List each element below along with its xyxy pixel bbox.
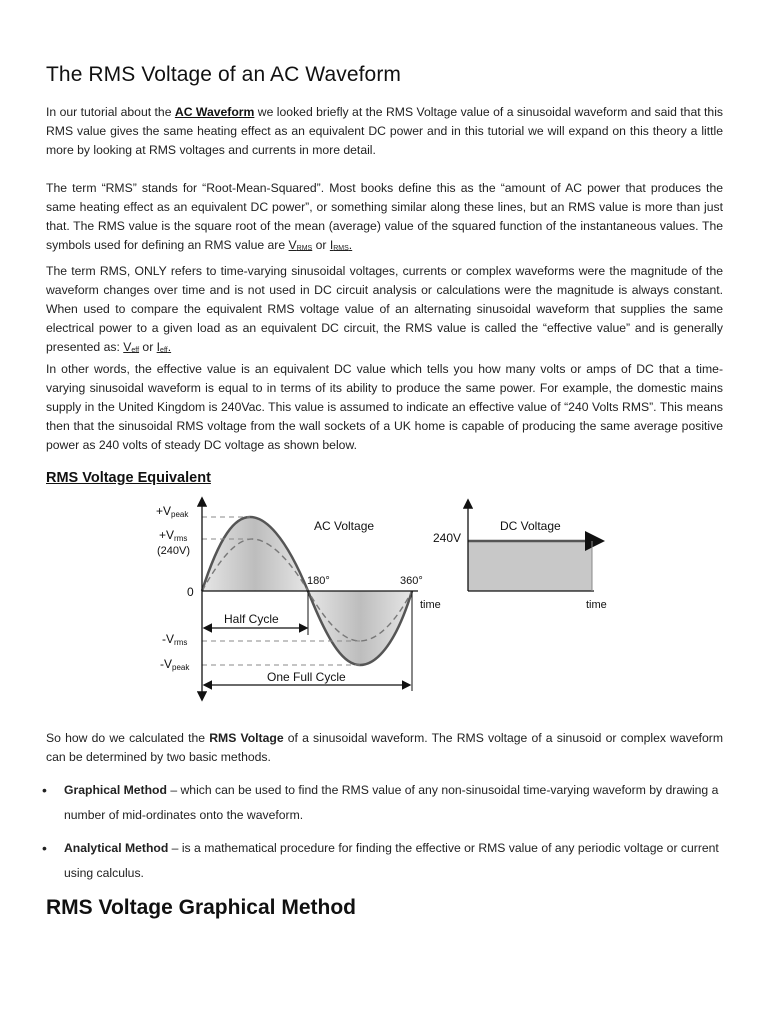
dc-voltage-area (468, 541, 592, 591)
label-vrms-neg: -Vrms (162, 632, 188, 647)
label-180-deg: 180° (307, 575, 330, 587)
label-vrms-pos: +Vrms (159, 528, 188, 543)
methods-list (40, 778, 730, 894)
paragraph-rms-usage: The term RMS, ONLY refers to time-varying sinusoidal voltages, currents or complex waveforms were the magnitude of the waveform changes over time and is not used in DC circuit analysis or calculations were the magnitude is always constant. When used to compare the equivalent RMS voltage value of an alternating sinusoidal waveform that supplies the same electrical power to a given load as an equivalent DC circuit, the RMS value is called the “effective value” and is generally presented as: Veff or Ieff. (46, 264, 723, 354)
paragraph-intro: In our tutorial about the AC Waveform we looked briefly at the RMS Voltage value of a sinusoidal waveform and said that this RMS value gives the same heating effect as an equivalent DC power and in this tutorial we will expand on this theory a little more by looking at RMS voltages and currents in more detail. (46, 105, 724, 157)
label-360-deg: 360° (400, 575, 423, 587)
label-time-dc: time (586, 599, 607, 611)
label-half-cycle: Half Cycle (224, 612, 279, 626)
section-heading-graphical-method: RMS Voltage Graphical Method (46, 896, 356, 919)
paragraph-rms-definition: The term “RMS” stands for “Root-Mean-Squared”. Most books define this as the “amount of AC power that produces the same heating effect as an equivalent DC power”, or something similar along these lines, but an RMS value is more than just that. The RMS value is the square root of the mean (average) value of the squared function of the instantaneous values. The symbols used for defining an RMS value are VRMS or IRMS. (46, 181, 723, 252)
symbol-irms: IRMS. (329, 238, 353, 252)
bullet-icon: • (42, 840, 47, 856)
page-title: The RMS Voltage of an AC Waveform (46, 63, 402, 86)
label-240v-paren: (240V) (157, 545, 191, 557)
label-time-ac: time (420, 599, 441, 611)
label-dc-voltage: DC Voltage (500, 519, 561, 533)
label-full-cycle: One Full Cycle (267, 670, 346, 684)
section-heading-rms-equivalent: RMS Voltage Equivalent (46, 470, 211, 486)
symbol-ieff: Ieff. (156, 340, 172, 354)
ac-positive-half-fill (202, 517, 308, 591)
label-ac-voltage: AC Voltage (314, 519, 375, 533)
list-item-analytical-method: • Analytical Method – is a mathematical procedure for finding the effective or RMS value of any periodic voltage or current using calculus. (40, 836, 730, 886)
ac-waveform-link[interactable]: AC Waveform (174, 105, 255, 119)
label-dc-240v: 240V (433, 531, 462, 545)
label-zero: 0 (187, 585, 194, 599)
symbol-veff: Veff (123, 340, 140, 354)
label-vpeak-pos: +Vpeak (156, 504, 189, 519)
label-vpeak-neg: -Vpeak (160, 657, 190, 672)
bullet-icon: • (42, 782, 47, 798)
symbol-vrms: VRMS (288, 238, 313, 252)
rms-voltage-diagram (150, 495, 630, 705)
paragraph-effective-value: In other words, the effective value is an equivalent DC value which tells you how many volts or amps of DC that a time-varying sinusoidal waveform is equal to in terms of its ability to produce the same power. For example, the domestic mains supply in the United Kingdom is 240Vac. This value is assumed to indicate an effective value of “240 Volts RMS”. This means then that the sinusoidal RMS voltage from the wall sockets of a UK home is capable of producing the same average positive power as 240 volts of steady DC voltage as shown below. (46, 362, 723, 452)
paragraph-calculation-intro: So how do we calculated the RMS Voltage of a sinusoidal waveform. The RMS voltage of a sinusoid or complex waveform can be determined by two basic methods. (46, 731, 723, 764)
list-item-graphical-method: • Graphical Method – which can be used to find the RMS value of any non-sinusoidal time-varying waveform by drawing a number of mid-ordinates onto the waveform. (40, 778, 730, 828)
